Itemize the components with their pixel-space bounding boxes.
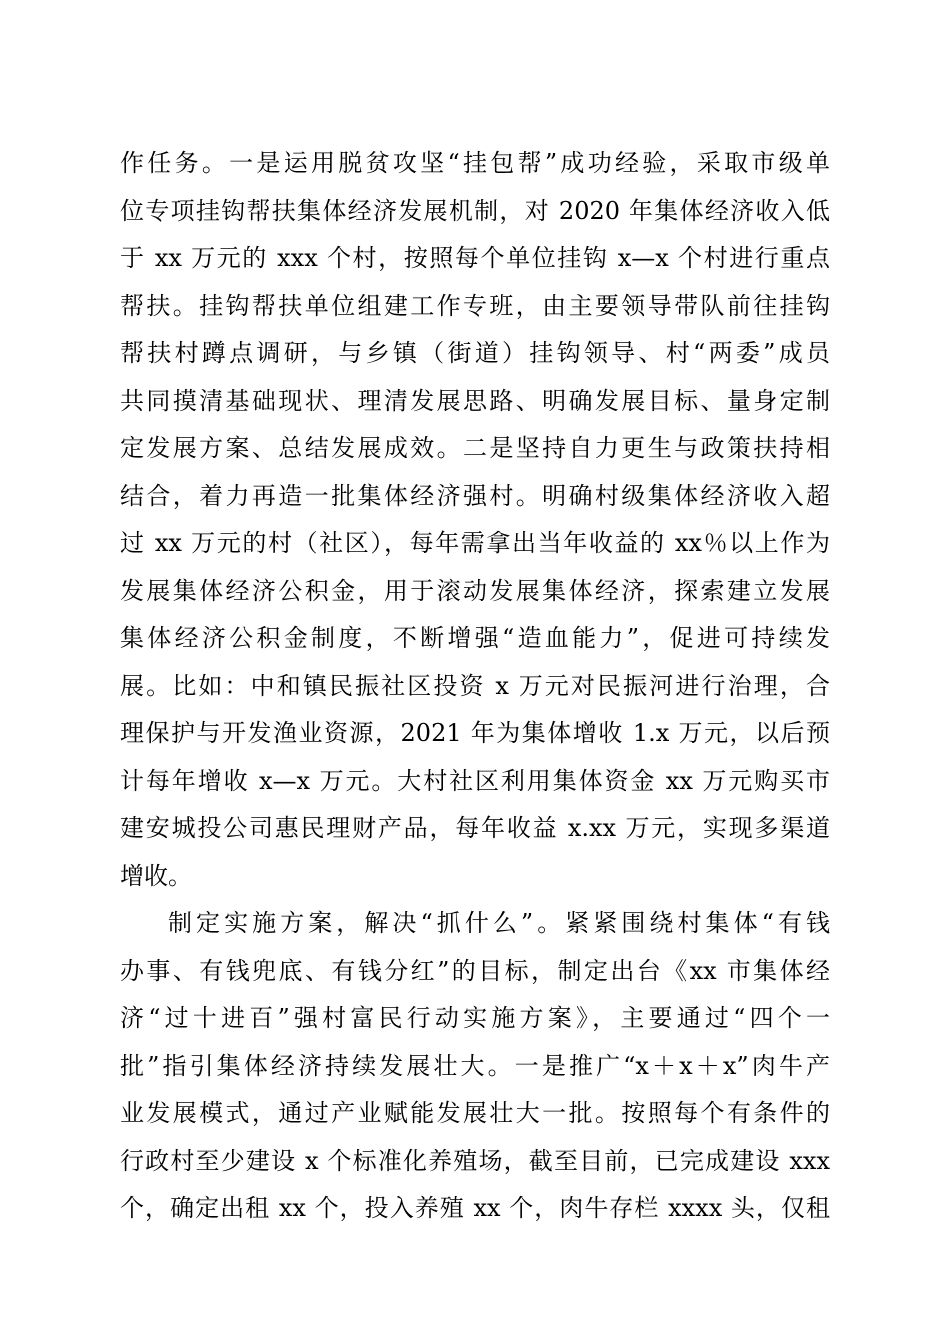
text-line: 增收。 <box>120 861 192 890</box>
text-line: 结合，着力再造一批集体经济强村。明确村级集体经济收入超 <box>120 481 830 510</box>
text-line: 理保护与开发渔业资源，2021 年为集体增收 1.x 万元，以后预 <box>120 719 830 747</box>
text-line: 个，确定出租 xx 个，投入养殖 xx 个，肉牛存栏 xxxx 头，仅租 <box>120 1194 830 1222</box>
text-line: 定发展方案、总结发展成效。二是坚持自力更生与政策扶持相 <box>120 434 830 462</box>
text-line: 发展集体经济公积金，用于滚动发展集体经济，探索建立发展 <box>120 576 830 605</box>
text-line: 作任务。一是运用脱贫攻坚“挂包帮”成功经验，采取市级单 <box>120 149 830 177</box>
text-line: 行政村至少建设 x 个标准化养殖场，截至目前，已完成建设 xxx <box>120 1146 830 1175</box>
text-line: 集体经济公积金制度，不断增强“造血能力”，促进可持续发 <box>120 624 830 652</box>
text-line: 共同摸清基础现状、理清发展思路、明确发展目标、量身定制 <box>120 386 830 415</box>
paragraph-2 <box>120 900 830 1233</box>
text-line: 制定实施方案，解决“抓什么”。紧紧围绕村集体“有钱 <box>168 909 830 937</box>
text-line: 计每年增收 x—x 万元。大村社区利用集体资金 xx 万元购买市 <box>120 766 830 795</box>
text-line: 批”指引集体经济持续发展壮大。一是推广“x＋x＋x”肉牛产 <box>120 1051 830 1080</box>
text-line: 过 xx 万元的村（社区），每年需拿出当年收益的 xx％以上作为 <box>120 529 830 557</box>
text-line: 建安城投公司惠民理财产品，每年收益 x.xx 万元，实现多渠道 <box>120 814 830 842</box>
text-line: 帮扶。挂钩帮扶单位组建工作专班，由主要领导带队前往挂钩 <box>120 291 830 320</box>
text-line: 济“过十进百”强村富民行动实施方案》，主要通过“四个一 <box>120 1004 830 1032</box>
document-body <box>120 140 830 1233</box>
paragraph-1 <box>120 140 830 900</box>
text-line: 位专项挂钩帮扶集体经济发展机制，对 2020 年集体经济收入低 <box>120 196 830 225</box>
text-line: 于 xx 万元的 xxx 个村，按照每个单位挂钩 x—x 个村进行重点 <box>120 244 830 272</box>
text-line: 办事、有钱兜底、有钱分红”的目标，制定出台《xx 市集体经 <box>120 956 830 985</box>
text-line: 业发展模式，通过产业赋能发展壮大一批。按照每个有条件的 <box>120 1099 830 1127</box>
text-line: 帮扶村蹲点调研，与乡镇（街道）挂钩领导、村“两委”成员 <box>120 339 830 367</box>
text-line: 展。比如：中和镇民振社区投资 x 万元对民振河进行治理，合 <box>120 671 830 700</box>
